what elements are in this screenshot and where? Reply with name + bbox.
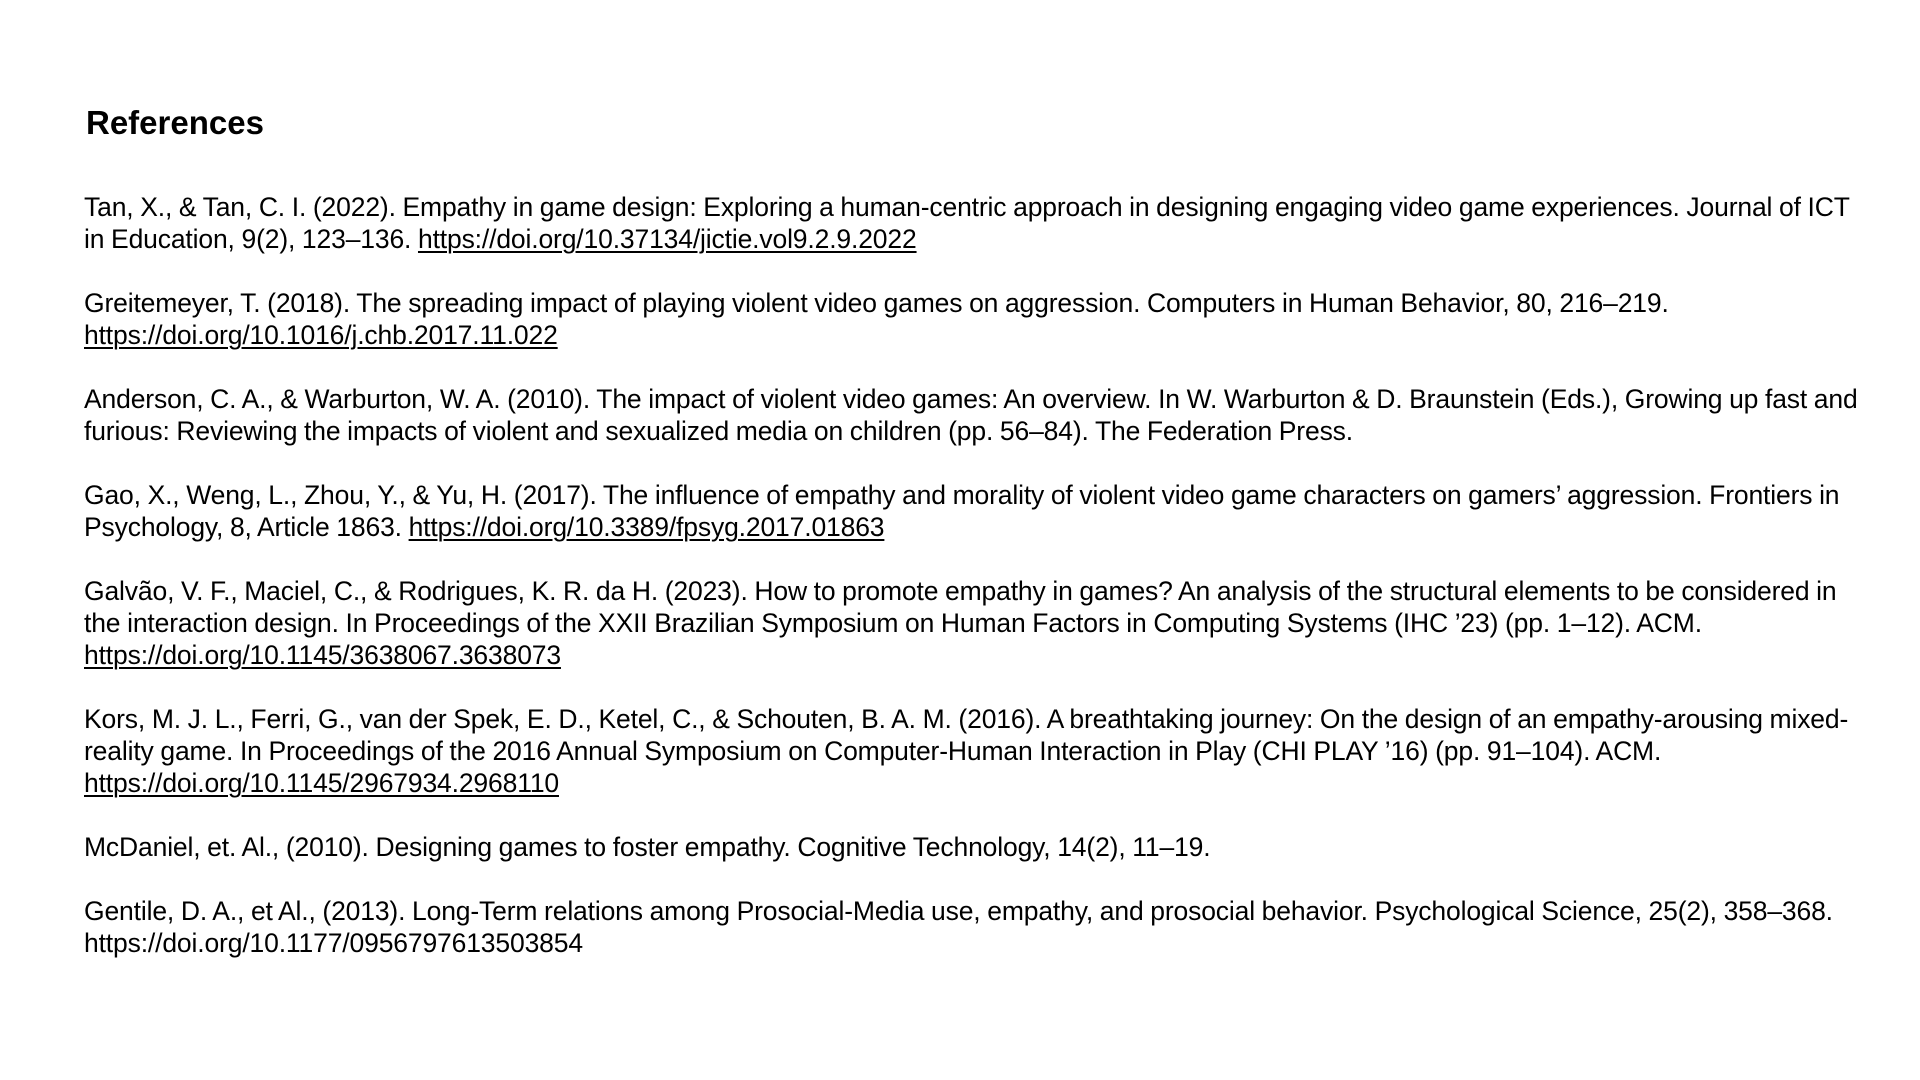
reference-item <box>84 383 1864 447</box>
reference-text: Gentile, D. A., et Al., (2013). Long-Term relations among Prosocial-Media use, empathy, and prosocial behavior. Psychological Science, 25(2), 358–368. https://doi.org/10.1177/0956797613503854 <box>84 896 1833 958</box>
reference-item <box>84 575 1864 671</box>
reference-text: Galvão, V. F., Maciel, C., & Rodrigues, K. R. da H. (2023). How to promote empathy in games? An analysis of the structural elements to be considered in the interaction design. In Proceedings of the XXII Brazilian Symposium on Human Factors in Computing Systems (IHC ’23) (pp. 1–12). ACM. <box>84 576 1837 638</box>
reference-item <box>84 287 1864 351</box>
reference-text: Tan, X., & Tan, C. I. (2022). Empathy in game design: Exploring a human-centric approach in designing engaging video game experiences. Journal of ICT in Education, 9(2), 123–136. <box>84 192 1850 254</box>
doi-link[interactable]: https://doi.org/10.1016/j.chb.2017.11.022 <box>84 320 558 350</box>
reference-item <box>84 191 1864 255</box>
doi-link[interactable]: https://doi.org/10.37134/jictie.vol9.2.9.2022 <box>417 224 917 254</box>
reference-item <box>84 703 1864 799</box>
reference-item <box>84 831 1864 863</box>
reference-list <box>84 191 1864 991</box>
reference-text: Anderson, C. A., & Warburton, W. A. (2010). The impact of violent video games: An overview. In W. Warburton & D. Braunstein (Eds.), Growing up fast and furious: Reviewing the impacts of violent and sexualized media on children (pp. 56–84). The Federation Press. <box>84 384 1858 446</box>
reference-text: Gao, X., Weng, L., Zhou, Y., & Yu, H. (2017). The influence of empathy and morality of violent video game characters on gamers’ aggression. Frontiers in Psychology, 8, Article 1863. <box>84 480 1840 542</box>
reference-item <box>84 895 1864 959</box>
doi-link[interactable]: https://doi.org/10.1145/2967934.2968110 <box>84 768 559 798</box>
doi-link[interactable]: https://doi.org/10.3389/fpsyg.2017.01863 <box>408 512 885 542</box>
references-heading: References <box>86 104 264 141</box>
reference-text: Kors, M. J. L., Ferri, G., van der Spek, E. D., Ketel, C., & Schouten, B. A. M. (2016). A breathtaking journey: On the design of an empathy-arousing mixed-reality game. In Proceedings of the 2016 Annual Symposium on Computer-Human Interaction in Play (CHI PLAY ’16) (pp. 91–104). ACM. <box>84 704 1849 766</box>
reference-text: McDaniel, et. Al., (2010). Designing games to foster empathy. Cognitive Technology, 14(2), 11–19. <box>84 832 1211 862</box>
doi-link[interactable]: https://doi.org/10.1145/3638067.3638073 <box>84 640 561 670</box>
reference-item <box>84 479 1864 543</box>
reference-text: Greitemeyer, T. (2018). The spreading impact of playing violent video games on aggression. Computers in Human Behavior, 80, 216–219. <box>84 288 1669 318</box>
